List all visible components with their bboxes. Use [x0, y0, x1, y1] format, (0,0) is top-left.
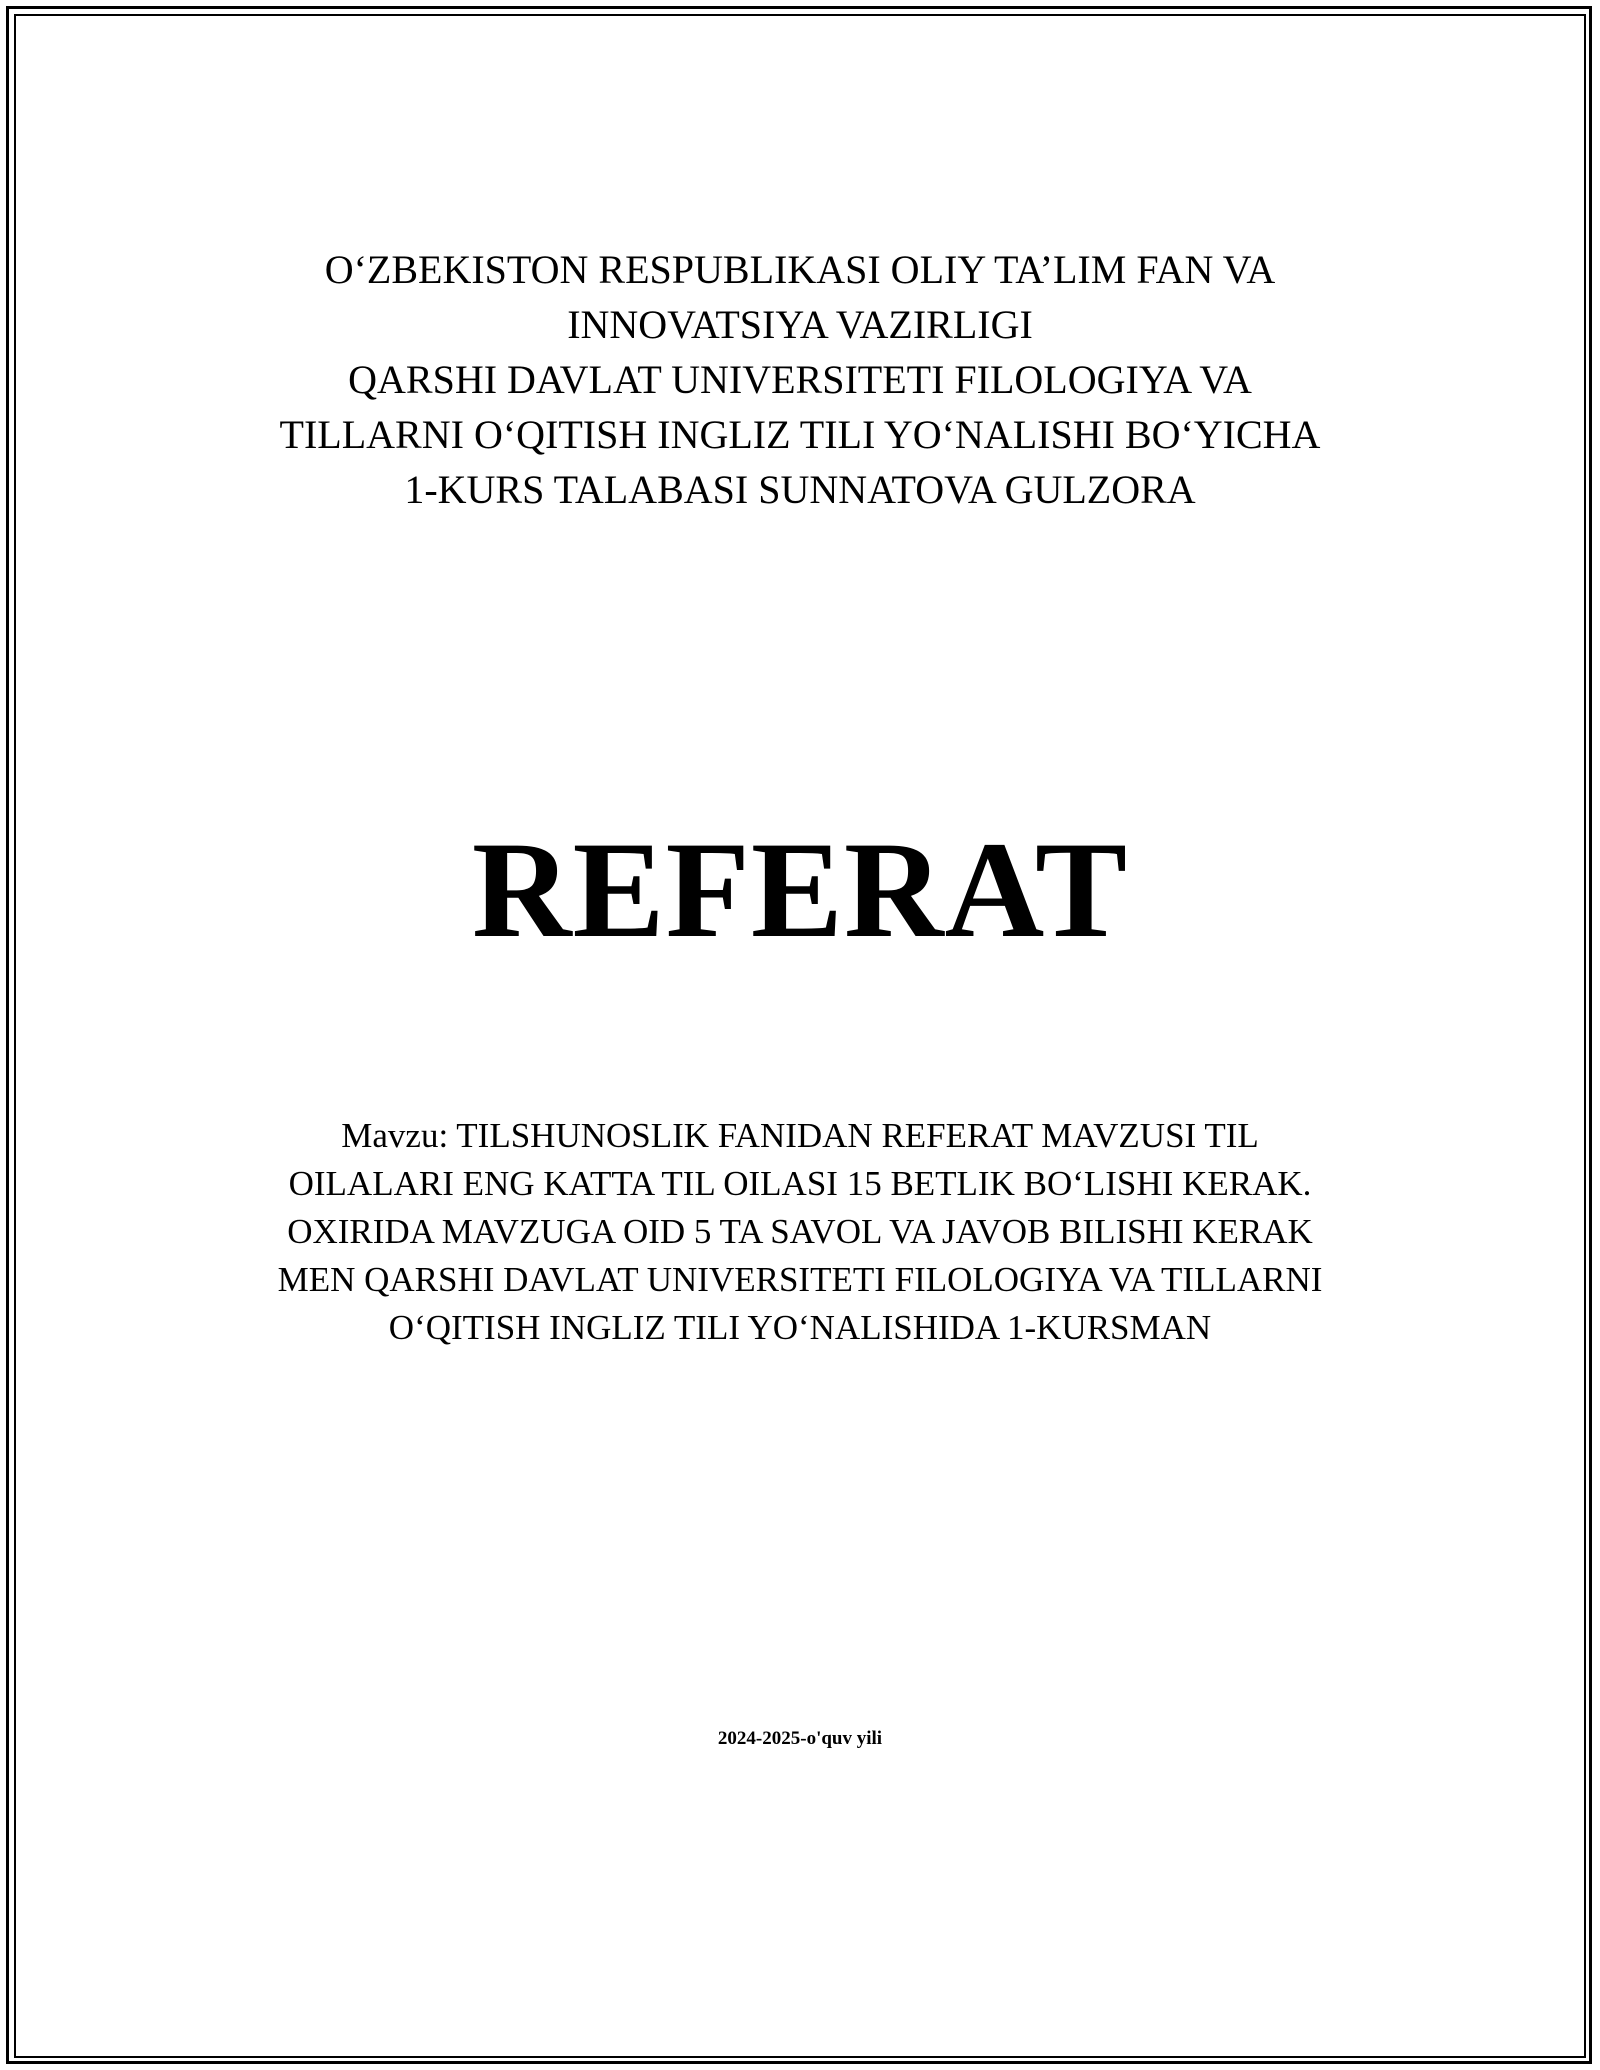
header-line: INNOVATSIYA VAZIRLIGI [567, 302, 1033, 347]
topic-description [0, 1112, 1600, 1352]
header-line: QARSHI DAVLAT UNIVERSITETI FILOLOGIYA VA [348, 357, 1252, 402]
document-title: REFERAT [471, 813, 1129, 966]
ministry-header [0, 242, 1600, 517]
topic-line: Mavzu: TILSHUNOSLIK FANIDAN REFERAT MAVZUSI TIL [341, 1116, 1259, 1155]
header-line: 1-KURS TALABASI SUNNATOVA GULZORA [404, 467, 1196, 512]
header-line: O‘ZBEKISTON RESPUBLIKASI OLIY TA’LIM FAN VA [324, 247, 1276, 292]
topic-line: OILALARI ENG KATTA TIL OILASI 15 BETLIK BO‘LISHI KERAK. [288, 1164, 1312, 1203]
topic-line: O‘QITISH INGLIZ TILI YO‘NALISHIDA 1-KURSMAN [388, 1308, 1212, 1347]
topic-line: MEN QARSHI DAVLAT UNIVERSITETI FILOLOGIYA VA TILLARNI [277, 1260, 1323, 1299]
header-line: TILLARNI O‘QITISH INGLIZ TILI YO‘NALISHI BO‘YICHA [279, 412, 1321, 457]
academic-year: 2024-2025-o'quv yili [717, 1728, 883, 1749]
topic-line: OXIRIDA MAVZUGA OID 5 TA SAVOL VA JAVOB BILISHI KERAK [287, 1212, 1313, 1251]
